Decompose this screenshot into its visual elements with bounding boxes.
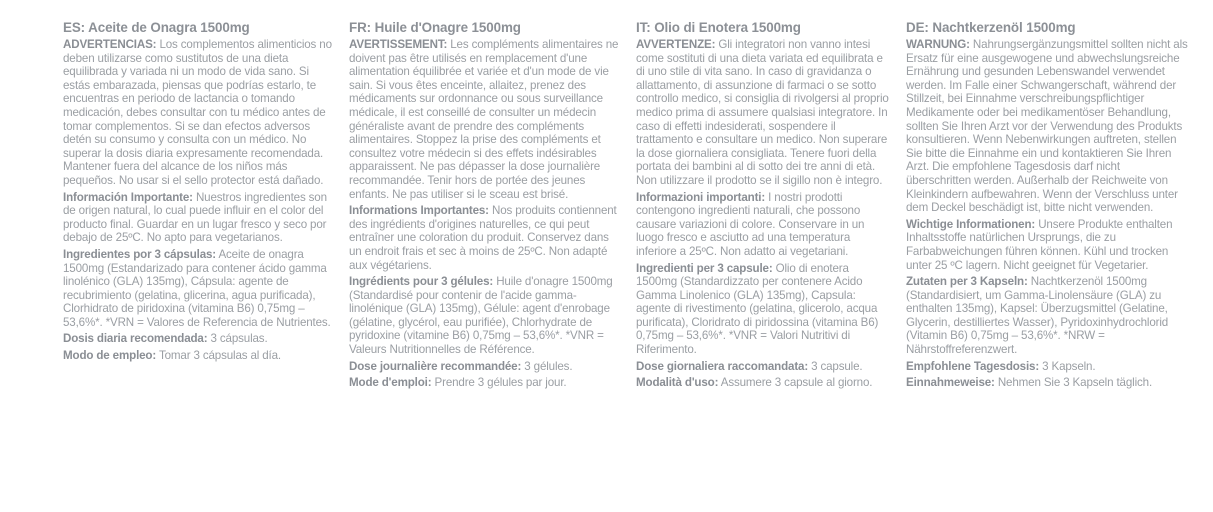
column-it: [636, 20, 890, 393]
section-ingredients: [906, 275, 1188, 357]
section-directions: [349, 376, 619, 390]
section-label: Modalità d'uso:: [636, 376, 719, 390]
section-text: 3 Kapseln.: [1039, 359, 1096, 373]
section-label: Mode d'emploi:: [349, 376, 432, 390]
section-text: Gli integratori non vanno intesi come sostituti di una dieta variata ed equilibrata e di uno stile di vita sano. In caso di gravidanza o allattamento, di assunzione di farmaci o se sotto controllo medico, si consiglia di rivolgersi al proprio medico prima di assumere qualsiasi integratore. In caso di effetti indesiderati, sospendere il trattamento e consultare un medico. Non superare la dose giornaliera consigliata. Tenere fuori della portata dei bambini al di sotto dei tre anni di età. Non utilizzare il prodotto se il sigillo non è integro.: [636, 38, 889, 187]
section-text: 3 gélules.: [521, 359, 573, 373]
section-important-info: [906, 218, 1188, 272]
section-text: Nos produits contiennent des ingrédients d'origines naturelles, ce qui peut entraîner une coloration du produit. Conservez dans un endroit frais et sec à moins de 25ºC. Non adapté aux végétariens.: [349, 204, 617, 272]
section-text: I nostri prodotti contengono ingredienti naturali, che possono causare variazioni di colore. Conservare in un luogo fresco e asciutto ad una temperatura inferiore a 25ºC. Non adatto ai vegetariani.: [636, 190, 865, 258]
section-daily-dose: [906, 360, 1188, 374]
section-text: Unsere Produkte enthalten Inhaltsstoffe natürlichen Ursprungs, die zu Farbabweichungen führen können. Kühl und trocken unter 25 ºC lagern. Nicht geeignet für Vegetarier.: [906, 217, 1173, 272]
section-text: Nuestros ingredientes son de origen natural, lo cual puede influir en el color del producto final. Guardar en un lugar fresco y seco por debajo de 25ºC. No apto para vegetarianos.: [63, 190, 327, 245]
column-heading: DE: Nachtkerzenöl 1500mg: [906, 20, 1076, 35]
column-fr: [349, 20, 619, 393]
section-label: Ingredienti per 3 capsule:: [636, 261, 773, 275]
section-text: Huile d'onagre 1500mg (Standardisé pour contenir de l'acide gamma-linolénique (GLA) 135mg), Gélule: agent d'enrobage (gélatine, glycérol, eau purifiée), Chlorhydrate de pyridoxine (vitamine B6) 0,75mg – 53,6%*. *VNR = Valeurs Nutritionnelles de Référence.: [349, 275, 613, 357]
column-es: [63, 20, 333, 366]
section-label: ADVERTENCIAS:: [63, 38, 157, 51]
section-text: Assumere 3 capsule al giorno.: [718, 376, 873, 390]
section-label: Ingrédients pour 3 gélules:: [349, 275, 494, 289]
section-text: Nahrungsergänzungsmittel sollten nicht als Ersatz für eine ausgewogene und abwechslungsreiche Ernährung und gesunden Lebenswandel verwendet werden. Im Falle einer Schwangerschaft, während der Stillzeit, bei Einnahme verschreibungspflichtiger Medikamente oder bei medikamentöser Behandlung, sollten Sie Ihren Arzt vor der Verwendung des Produkts konsultieren. Wenn Nebenwirkungen auftreten, stellen Sie bitte die Einnahme ein und kontaktieren Sie Ihren Arzt. Die empfohlene Tagesdosis darf nicht überschritten werden. Außerhalb der Reichweite von Kleinkindern aufbewahren. Wenn der Verschluss unter dem Deckel beschädigt ist, bitte nicht verwenden.: [906, 38, 1188, 215]
section-label: AVVERTENZE:: [636, 38, 716, 51]
section-directions: [906, 376, 1188, 390]
section-text: Les compléments alimentaires ne doivent pas être utilisés en remplacement d'une alimentation équilibrée et variée et d'un mode de vie sain. Si vous êtes enceinte, allaitez, prenez des médicaments sur ordonnance ou sous surveillance médicale, il est conseillé de consulter un médecin généraliste avant de prendre des compléments alimentaires. Stoppez la prise des compléments et consultez votre médecin si des effets indésirables apparaissent. Ne pas dépasser la dose journalière recommandée. Tenir hors de portée des jeunes enfants. Ne pas utiliser si le sceau est brisé.: [349, 38, 619, 201]
section-label: Dose journalière recommandée:: [349, 359, 522, 373]
section-text: Prendre 3 gélules par jour.: [431, 376, 567, 390]
section-text: Nehmen Sie 3 Kapseln täglich.: [994, 376, 1153, 390]
section-label: Ingredientes por 3 cápsulas:: [63, 247, 217, 261]
section-warnings: [63, 38, 333, 188]
section-label: Wichtige Informationen:: [906, 217, 1036, 231]
section-text: Nachtkerzenöl 1500mg (Standardisiert, um Gamma-Linolensäure (GLA) zu enthalten 135mg), Kapsel: Überzugsmittel (Gelatine, Glycerin, destilliertes Wasser), Pyridoxinhydrochlorid (Vitamin B6) 0,75mg – 53,6%*. *NRW = Nährstoffreferenzwert.: [906, 275, 1169, 357]
section-text: Aceite de onagra 1500mg (Estandarizado para contener ácido gamma linolénico (GLA) 135mg), Cápsula: agente de recubrimiento (gelatina, glicerina, agua purificada), Clorhidrato de piridoxina (vitamina B6) 0,75mg – 53,6%*. *VRN = Valores de Referencia de Nutrientes.: [63, 247, 331, 329]
column-heading: IT: Olio di Enotera 1500mg: [636, 20, 801, 35]
section-label: Dosis diaria recomendada:: [63, 332, 208, 346]
section-label: AVERTISSEMENT:: [349, 38, 448, 51]
section-label: Información Importante:: [63, 190, 193, 204]
section-ingredients: [349, 275, 619, 357]
section-text: Los complementos alimenticios no deben utilizarse como sustitutos de una dieta equilibrada y variada ni un modo de vida sano. Si estás embarazada, piensas que podrías estarlo, te encuentras en periodo de lactancia o tomando medicación, debes consultar con tu médico antes de tomar complementos. Si se dan efectos adversos detén su consumo y consulta con un médico. No superar la dosis diaria expresamente recomendada. Mantener fuera del alcance de los niños más pequeños. No usar si el sello protector está dañado.: [63, 38, 332, 187]
section-ingredients: [636, 262, 890, 357]
section-daily-dose: [636, 360, 890, 374]
section-directions: [636, 376, 890, 390]
section-directions: [63, 349, 333, 363]
section-warnings: [906, 38, 1188, 215]
section-label: Zutaten per 3 Kapseln:: [906, 275, 1028, 289]
section-text: Tomar 3 cápsulas al día.: [156, 349, 282, 363]
section-text: 3 cápsulas.: [207, 332, 268, 346]
section-text: Olio di enotera 1500mg (Standardizzato per contenere Acido Gamma Linolenico (GLA) 135mg), Capsula: agente di rivestimento (gelatina, glicerolo, acqua purificata), Cloridrato di piridossina (vitamina B6) 0,75mg – 53,6%*. *VNR = Valori Nutritivi di Riferimento.: [636, 261, 879, 357]
section-important-info: [349, 204, 619, 272]
section-label: Dose giornaliera raccomandata:: [636, 359, 809, 373]
section-label: Einnahmeweise:: [906, 376, 995, 390]
section-label: Informazioni importanti:: [636, 190, 766, 204]
section-text: 3 capsule.: [808, 359, 863, 373]
column-heading: FR: Huile d'Onagre 1500mg: [349, 20, 521, 35]
section-label: Empfohlene Tagesdosis:: [906, 359, 1040, 373]
section-daily-dose: [349, 360, 619, 374]
section-warnings: [349, 38, 619, 201]
section-important-info: [636, 191, 890, 259]
section-label: Modo de empleo:: [63, 349, 157, 363]
section-label: Informations Importantes:: [349, 204, 489, 218]
section-label: WARNUNG:: [906, 38, 970, 51]
section-ingredients: [63, 248, 333, 330]
section-daily-dose: [63, 332, 333, 346]
section-important-info: [63, 191, 333, 245]
section-warnings: [636, 38, 890, 188]
column-de: [906, 20, 1188, 393]
column-heading: ES: Aceite de Onagra 1500mg: [63, 20, 250, 35]
